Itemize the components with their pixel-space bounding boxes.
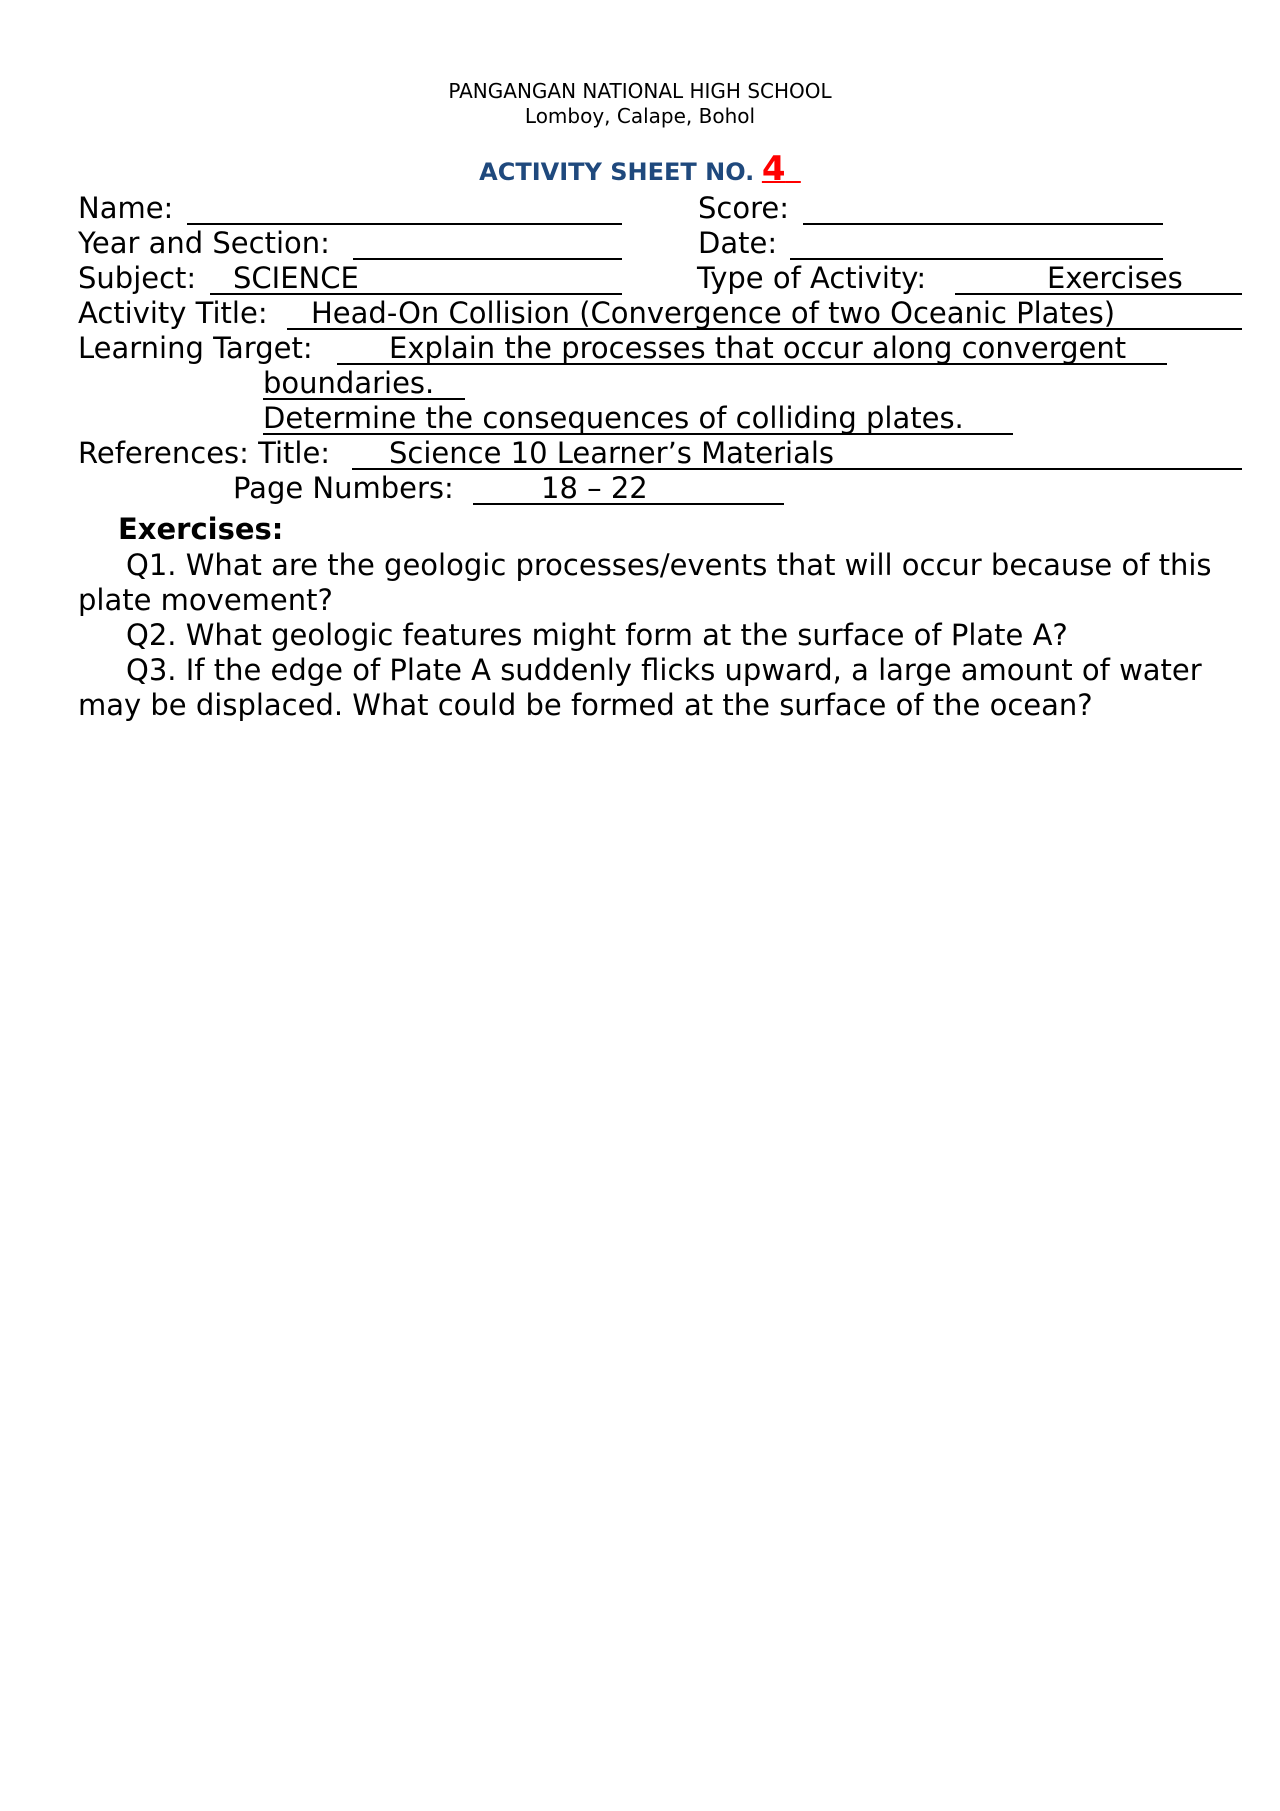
date-label: Date: xyxy=(698,226,778,260)
name-blank[interactable] xyxy=(187,223,622,225)
activity-title-value: Head-On Collision (Convergence of two Oceanic Plates) xyxy=(311,296,1116,330)
school-address: Lomboy, Calape, Bohol xyxy=(524,104,756,128)
references-title-label: References: Title: xyxy=(78,436,331,470)
score-blank[interactable] xyxy=(803,223,1163,225)
school-name: PANGANGAN NATIONAL HIGH SCHOOL xyxy=(448,79,832,103)
activity-title-label: Activity Title: xyxy=(78,296,268,330)
name-label: Name: xyxy=(78,191,174,225)
subject-label: Subject: xyxy=(78,261,197,295)
exercises-heading: Exercises: xyxy=(118,512,284,546)
learning-target-line-1: Explain the processes that occur along convergent xyxy=(389,331,1127,365)
learning-target-line-3: Determine the consequences of colliding plates. xyxy=(263,401,964,435)
question-2: Q2. What geologic features might form at the surface of Plate A? xyxy=(126,618,1068,652)
question-3: Q3. If the edge of Plate A suddenly flicks upward, a large amount of water may be displaced. What could be formed at the surface of the ocean? xyxy=(78,653,1202,722)
year-section-blank[interactable] xyxy=(353,258,622,260)
year-section-label: Year and Section: xyxy=(78,226,330,260)
date-blank[interactable] xyxy=(790,258,1163,260)
page-numbers-value: 18 – 22 xyxy=(541,471,648,505)
score-label: Score: xyxy=(698,191,789,225)
references-title-value: Science 10 Learner’s Materials xyxy=(389,436,835,470)
activity-sheet-title xyxy=(0,151,1280,190)
type-of-activity-value: Exercises xyxy=(1047,261,1183,295)
activity-sheet-label: ACTIVITY SHEET NO. xyxy=(479,158,755,186)
type-of-activity-label: Type of Activity: xyxy=(697,261,927,295)
subject-value: SCIENCE xyxy=(233,261,359,295)
activity-sheet-number-blank xyxy=(786,158,801,186)
question-1: Q1. What are the geologic processes/events that will occur because of this plate movement? xyxy=(78,548,1212,617)
activity-sheet-number: 4 xyxy=(761,149,786,189)
learning-target-label: Learning Target: xyxy=(78,331,313,365)
page-numbers-label: Page Numbers: xyxy=(233,471,454,505)
learning-target-line-2: boundaries. xyxy=(263,366,435,400)
